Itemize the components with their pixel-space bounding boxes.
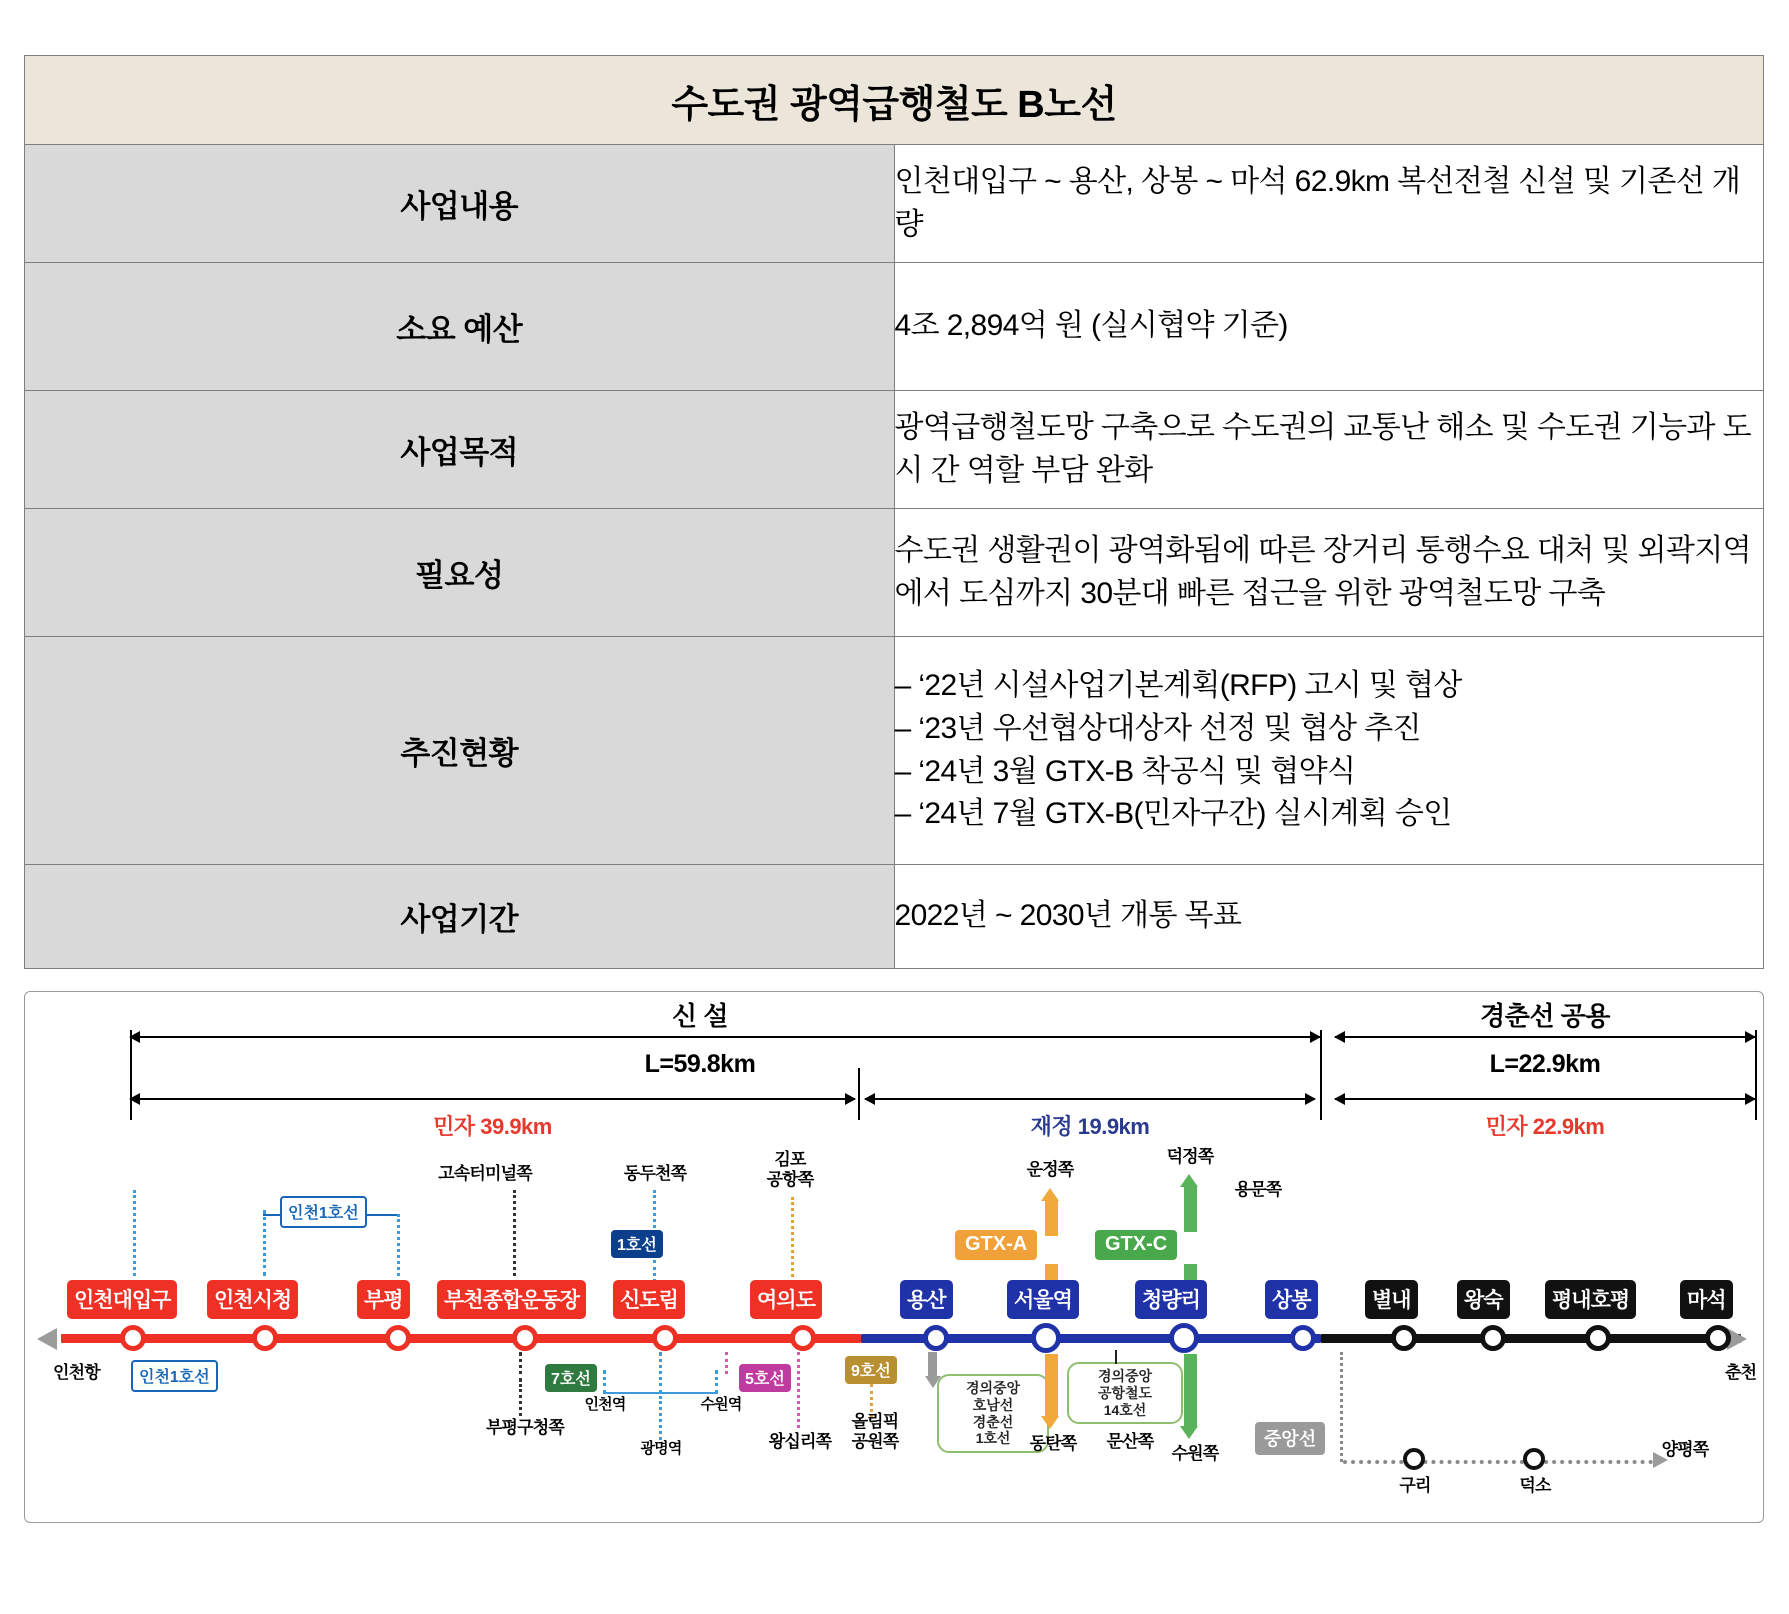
arrow-bar-gtxc xyxy=(1184,1186,1197,1232)
annotation-suwon: 수원쪽 xyxy=(1171,1444,1219,1463)
station-label-seoul-station: 서울역 xyxy=(1007,1280,1079,1319)
section-title-gyeongchun: 경춘선 공용 xyxy=(1480,1001,1610,1031)
section-title-new: 신 설 xyxy=(672,1001,728,1031)
connector xyxy=(603,1370,608,1394)
tag-gtx-c: GTX-C xyxy=(1095,1230,1177,1260)
station-node-wangsuk[interactable] xyxy=(1480,1325,1506,1351)
station-node-pyeongnae-hopyeong[interactable] xyxy=(1585,1325,1611,1351)
row-value-business-content: 인천대입구 ~ 용산, 상봉 ~ 마석 62.9km 복선전철 신설 및 기존선 개량 xyxy=(894,145,1764,263)
annotation-dongtan: 동탄쪽 xyxy=(1029,1434,1077,1453)
annotation-olympic-park-2: 공원쪽 xyxy=(851,1432,899,1452)
connector xyxy=(1115,1350,1119,1364)
connector xyxy=(603,1392,717,1394)
annotation-wangsimni: 왕십리쪽 xyxy=(768,1432,832,1451)
station-node-guri[interactable] xyxy=(1403,1448,1425,1470)
tag-line9: 9호선 xyxy=(845,1356,897,1384)
range-arrow-private-2 xyxy=(1335,1098,1755,1100)
connector xyxy=(1340,1352,1345,1462)
connector xyxy=(519,1384,524,1416)
annotation-dongducheon: 동두천쪽 xyxy=(623,1164,687,1183)
station-node-byeollae[interactable] xyxy=(1391,1325,1417,1351)
table-row xyxy=(25,263,1764,391)
station-node-yongsan[interactable] xyxy=(923,1325,949,1351)
progress-list xyxy=(895,665,1764,835)
annotation-yongmun: 용문쪽 xyxy=(1234,1180,1282,1199)
section-length-gyeongchun: L=22.9km xyxy=(1489,1050,1601,1078)
tick xyxy=(1320,1030,1322,1120)
terminus-arrow-left xyxy=(37,1328,57,1350)
tag-line1: 1호선 xyxy=(611,1230,663,1258)
annotation-bupyeong-gucheong: 부평구청쪽 xyxy=(485,1418,565,1437)
station-label-bupyeong: 부평 xyxy=(357,1280,410,1319)
tag-incheon-line1-top: 인천1호선 xyxy=(280,1196,367,1228)
sublength-private-1: 민자 39.9km xyxy=(433,1114,552,1139)
table-title-row xyxy=(25,56,1764,145)
connector-yongsan xyxy=(928,1352,937,1376)
bubble-line-1: 경의중앙 xyxy=(1097,1368,1153,1384)
terminus-label-incheonhang: 인천항 xyxy=(53,1363,100,1382)
annotation-incheon-station: 인천역 xyxy=(584,1396,626,1413)
connector xyxy=(659,1396,664,1440)
arrow-down-gtxc xyxy=(1180,1426,1198,1439)
annotation-deokso: 덕소 xyxy=(1519,1476,1551,1495)
bubble-line-2: 호남선 xyxy=(972,1396,1014,1413)
arrow-bar-gtxa-south xyxy=(1045,1354,1058,1416)
annotation-deokjeong: 덕정쪽 xyxy=(1166,1147,1214,1166)
annotation-express-terminal: 고속터미널쪽 xyxy=(438,1164,532,1183)
table-row xyxy=(25,865,1764,969)
row-label-necessity: 필요성 xyxy=(25,509,895,637)
table-row xyxy=(25,637,1764,865)
station-label-yeouido: 여의도 xyxy=(750,1280,822,1319)
bubble-line-3: 14호선 xyxy=(1103,1401,1147,1418)
station-label-incheon-city-hall: 인천시청 xyxy=(207,1280,298,1319)
page-title: 수도권 광역급행철도 B노선 xyxy=(25,56,1764,145)
station-label-maseok: 마석 xyxy=(1680,1280,1733,1319)
annotation-guri: 구리 xyxy=(1399,1476,1431,1495)
range-arrow-new xyxy=(130,1036,1320,1038)
arrow-bar-gtxa xyxy=(1045,1200,1058,1236)
station-node-seoul-station[interactable] xyxy=(1031,1323,1061,1353)
row-label-budget: 소요 예산 xyxy=(25,263,895,391)
rail-gyeongchun-east xyxy=(1321,1334,1741,1343)
station-node-bucheon-stadium[interactable] xyxy=(512,1325,538,1351)
sublength-public: 재정 19.9km xyxy=(1030,1114,1150,1139)
station-label-incheon-daeipgu: 인천대입구 xyxy=(67,1280,177,1319)
rail-private-west xyxy=(61,1334,861,1343)
bubble-line-4: 1호선 xyxy=(975,1430,1011,1447)
range-arrow-public xyxy=(865,1098,1315,1100)
station-label-byeollae: 별내 xyxy=(1365,1280,1418,1319)
station-node-sangbong[interactable] xyxy=(1290,1325,1316,1351)
route-diagram xyxy=(24,991,1764,1523)
table-row xyxy=(25,509,1764,637)
sublength-private-2: 민자 22.9km xyxy=(1485,1114,1605,1139)
annotation-yangpyeong: 양평쪽 xyxy=(1661,1440,1709,1459)
arrow-bar-gtxc-south xyxy=(1184,1354,1197,1426)
station-label-bucheon-stadium: 부천종합운동장 xyxy=(437,1280,586,1319)
range-arrow-private-1 xyxy=(130,1098,855,1100)
station-label-cheongnyangni: 청량리 xyxy=(1135,1280,1207,1319)
connector xyxy=(519,1352,524,1382)
annotation-gwangmyeong-station: 광명역 xyxy=(640,1440,682,1457)
station-label-sangbong: 상봉 xyxy=(1265,1280,1318,1319)
station-label-sindorim: 신도림 xyxy=(613,1280,685,1319)
tag-gtx-a: GTX-A xyxy=(955,1230,1037,1260)
list-item: ‒ ‘24년 7월 GTX-B(민자구간) 실시계획 승인 xyxy=(894,797,1452,831)
connector xyxy=(133,1190,138,1276)
annotation-unjeong: 운정쪽 xyxy=(1026,1160,1074,1179)
annotation-olympic-park-1: 올림픽 xyxy=(851,1412,899,1431)
list-item: ‒ ‘22년 시설사업기본계획(RFP) 고시 및 협상 xyxy=(894,669,1462,703)
row-label-business-content: 사업내용 xyxy=(25,145,895,263)
range-arrow-gyeongchun xyxy=(1335,1036,1755,1038)
arrow-down-gtxa xyxy=(1041,1416,1059,1429)
annotation-gimpo-airport-2: 공항쪽 xyxy=(766,1170,814,1190)
station-label-yongsan: 용산 xyxy=(900,1280,953,1319)
tag-line7: 7호선 xyxy=(545,1364,597,1392)
row-value-necessity: 수도권 생활권이 광역화됨에 따른 장거리 통행수요 대처 및 외곽지역에서 도심까지 30분대 빠른 접근을 위한 광역철도망 구축 xyxy=(894,509,1764,637)
station-node-sindorim[interactable] xyxy=(652,1325,678,1351)
station-node-bupyeong[interactable] xyxy=(385,1325,411,1351)
document-page xyxy=(24,55,1764,1523)
list-item: ‒ ‘23년 우선협상대상자 선정 및 협상 추진 xyxy=(894,711,1421,745)
annotation-suwon-station: 수원역 xyxy=(700,1396,742,1413)
row-label-progress: 추진현황 xyxy=(25,637,895,865)
connector xyxy=(797,1352,802,1428)
section-length-new: L=59.8km xyxy=(644,1050,756,1078)
tag-jungang-line: 중앙선 xyxy=(1255,1422,1325,1455)
tag-line5: 5호선 xyxy=(739,1364,791,1392)
connector-jungang-branch xyxy=(1343,1460,1653,1464)
connector xyxy=(715,1370,720,1394)
project-info-table xyxy=(24,55,1764,969)
tag-incheon-line1-bottom: 인천1호선 xyxy=(131,1360,218,1392)
terminus-label-chuncheon: 춘천 xyxy=(1725,1363,1757,1382)
station-node-cheongnyangni[interactable] xyxy=(1169,1323,1199,1353)
station-node-incheon-city-hall[interactable] xyxy=(252,1325,278,1351)
connector xyxy=(263,1210,268,1276)
annotation-gimpo-airport-1: 김포 xyxy=(774,1150,806,1169)
bubble-line-2: 공항철도 xyxy=(1097,1384,1153,1401)
bubble-line-3: 경춘선 xyxy=(972,1413,1014,1430)
bubble-seoul-station-lines xyxy=(1067,1362,1183,1424)
station-label-wangsuk: 왕숙 xyxy=(1457,1280,1510,1319)
station-node-maseok[interactable] xyxy=(1705,1325,1731,1351)
bubble-line-1: 경의중앙 xyxy=(965,1380,1021,1396)
station-node-incheon-daeipgu[interactable] xyxy=(120,1325,146,1351)
tick xyxy=(858,1068,860,1120)
table-row xyxy=(25,145,1764,263)
station-label-pyeongnae-hopyeong: 평내호평 xyxy=(1545,1280,1636,1319)
connector xyxy=(397,1214,402,1276)
row-value-progress xyxy=(894,637,1764,865)
row-label-purpose: 사업목적 xyxy=(25,391,895,509)
connector xyxy=(725,1352,730,1374)
connector xyxy=(513,1190,518,1276)
row-value-period: 2022년 ~ 2030년 개통 목표 xyxy=(894,865,1764,969)
annotation-munsan: 문산쪽 xyxy=(1106,1432,1154,1451)
connector xyxy=(653,1190,658,1228)
station-node-yeouido[interactable] xyxy=(790,1325,816,1351)
row-value-purpose: 광역급행철도망 구축으로 수도권의 교통난 해소 및 수도권 기능과 도시 간 역할 부담 완화 xyxy=(894,391,1764,509)
table-row xyxy=(25,391,1764,509)
connector xyxy=(659,1352,664,1394)
list-item: ‒ ‘24년 3월 GTX-B 착공식 및 협약식 xyxy=(894,754,1356,788)
row-label-period: 사업기간 xyxy=(25,865,895,969)
station-node-deokso[interactable] xyxy=(1523,1448,1545,1470)
row-value-budget: 4조 2,894억 원 (실시협약 기준) xyxy=(894,263,1764,391)
